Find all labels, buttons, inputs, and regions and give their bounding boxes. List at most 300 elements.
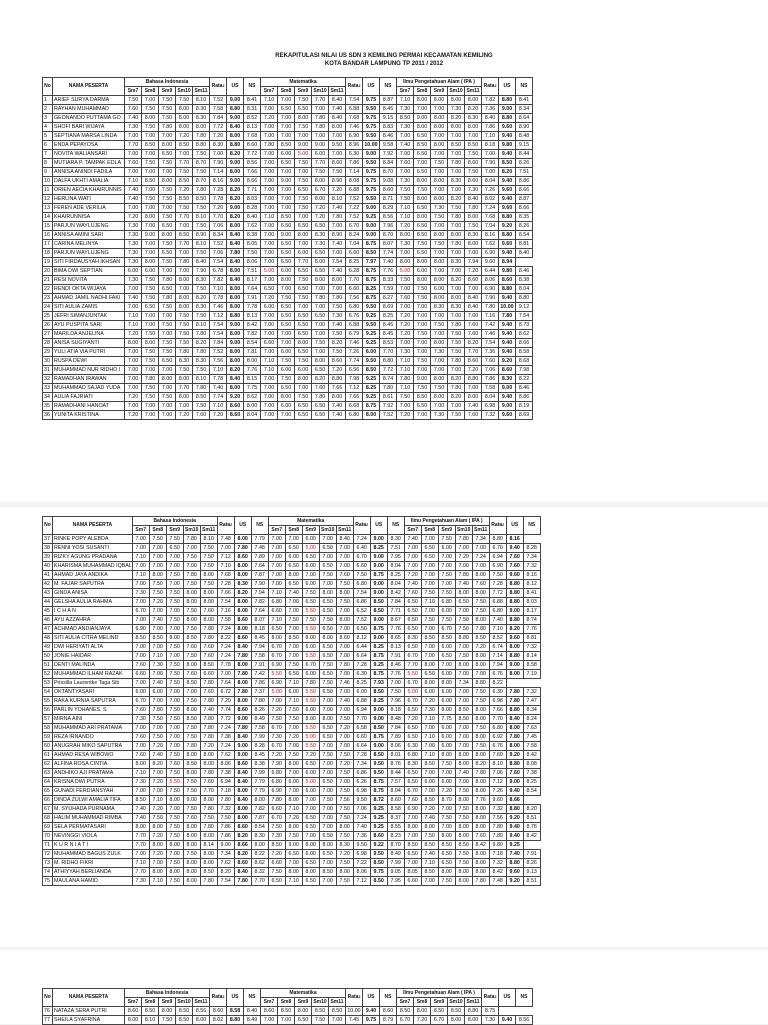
score-cell: 7.80	[336, 661, 353, 670]
row-number: 65	[43, 787, 53, 796]
score-cell: 8.16	[523, 571, 540, 580]
table-row	[43, 796, 541, 805]
student-name: RESI NOVITA	[53, 276, 125, 285]
score-cell: 8.00	[234, 625, 251, 634]
row-number: 14	[43, 213, 53, 222]
score-cell: 6.88	[489, 598, 506, 607]
score-cell: 5.00	[261, 267, 278, 276]
score-cell: 8.30	[210, 141, 227, 150]
score-cell: 7.50	[193, 249, 210, 258]
score-cell: 7.24	[217, 625, 234, 634]
score-cell: 7.50	[295, 294, 312, 303]
score-cell: 7.00	[142, 150, 159, 159]
score-cell: 7.10	[421, 751, 438, 760]
score-cell: 8.56	[193, 1007, 210, 1016]
score-cell: 6.70	[268, 652, 285, 661]
score-cell: 7.00	[125, 168, 142, 177]
score-cell: 7.60	[506, 769, 523, 778]
score-cell: 6.50	[404, 616, 421, 625]
student-name: M. RIDHO FIKRI	[53, 859, 133, 868]
score-cell: 7.79	[251, 787, 268, 796]
score-cell: 9.50	[353, 796, 370, 805]
score-cell: 8.20	[193, 339, 210, 348]
score-cell: 7.64	[251, 562, 268, 571]
score-cell: 6.30	[404, 742, 421, 751]
rata-superscript: 2	[222, 995, 225, 999]
col-header-semester: Sm11	[466, 87, 480, 94]
score-cell: 8.00	[448, 1016, 465, 1025]
score-cell: 7.00	[132, 679, 149, 688]
score-cell: 9.75	[370, 868, 387, 877]
score-cell: 7.00	[166, 607, 183, 616]
student-name: M. SYUHADA PURNAMA	[53, 805, 133, 814]
score-cell: 8.13	[387, 643, 404, 652]
score-cell: 8.20	[448, 114, 465, 123]
score-cell: 6.50	[295, 186, 312, 195]
score-cell: 7.50	[438, 760, 455, 769]
score-cell: 6.70	[397, 1016, 414, 1025]
score-cell: 7.90	[251, 580, 268, 589]
score-cell: 8.00	[431, 294, 448, 303]
score-cell: 8.50	[312, 1007, 329, 1016]
score-cell: 7.00	[302, 571, 319, 580]
row-number: 75	[43, 877, 53, 886]
score-cell: 8.46	[516, 384, 533, 393]
score-cell: 8.00	[438, 751, 455, 760]
score-cell: 8.80	[193, 141, 210, 150]
score-cell: 7.00	[285, 652, 302, 661]
score-cell: 8.00	[295, 339, 312, 348]
score-cell: 9.00	[234, 715, 251, 724]
score-cell: 9.75	[363, 177, 380, 186]
score-cell: 8.12	[523, 580, 540, 589]
score-cell: 9.20	[227, 393, 244, 402]
score-cell: 7.00	[438, 823, 455, 832]
score-cell: 8.18	[482, 141, 499, 150]
score-cell: 7.00	[285, 742, 302, 751]
score-cell: 5.50	[302, 607, 319, 616]
score-cell: 9.50	[363, 321, 380, 330]
score-cell: 7.81	[244, 348, 261, 357]
row-number: 15	[43, 222, 53, 231]
rata-label: Rata	[347, 83, 359, 89]
score-cell: 7.50	[176, 96, 193, 105]
score-cell: 7.50	[193, 366, 210, 375]
score-cell: 5.00	[397, 267, 414, 276]
score-cell: 8.30	[448, 177, 465, 186]
score-cell: 8.00	[414, 1007, 431, 1016]
table-row	[43, 141, 533, 150]
score-cell: 7.70	[200, 787, 217, 796]
score-cell: 9.50	[363, 132, 380, 141]
score-cell: 9.25	[370, 823, 387, 832]
score-cell: 9.00	[234, 751, 251, 760]
score-cell: 7.50	[159, 258, 176, 267]
score-cell: 7.28	[210, 186, 227, 195]
score-cell: 7.50	[329, 330, 346, 339]
score-cell: 7.79	[251, 535, 268, 544]
score-cell: 7.10	[261, 96, 278, 105]
score-cell: 8.05	[244, 240, 261, 249]
score-cell: 8.25	[387, 571, 404, 580]
table-row	[43, 553, 541, 562]
score-cell: 8.25	[353, 679, 370, 688]
score-cell: 7.24	[353, 814, 370, 823]
score-cell: 6.60	[268, 607, 285, 616]
score-cell: 7.50	[397, 186, 414, 195]
score-cell: 8.00	[183, 841, 200, 850]
score-cell: 7.00	[285, 607, 302, 616]
score-cell: 8.00	[465, 96, 482, 105]
student-name: NEVINGGI VIOLA	[53, 832, 133, 841]
table-row	[43, 544, 541, 553]
score-cell: 6.00	[438, 742, 455, 751]
score-cell: 7.30	[465, 186, 482, 195]
score-cell: 7.00	[261, 276, 278, 285]
score-cell: 8.40	[506, 715, 523, 724]
score-cell: 7.20	[149, 778, 166, 787]
score-cell: 7.00	[455, 778, 472, 787]
score-cell: 7.50	[278, 357, 295, 366]
score-cell: 8.42	[523, 751, 540, 760]
table-row	[43, 96, 533, 105]
score-cell: 8.00	[431, 141, 448, 150]
score-cell: 8.60	[370, 832, 387, 841]
score-cell: 7.00	[176, 267, 193, 276]
score-cell: 6.00	[431, 285, 448, 294]
score-cell: 8.20	[506, 625, 523, 634]
student-name: NOVITA WALIANSARI	[53, 150, 125, 159]
score-cell: 6.60	[353, 562, 370, 571]
score-cell: 6.50	[278, 159, 295, 168]
score-cell: 6.92	[489, 733, 506, 742]
score-cell: 8.25	[380, 312, 397, 321]
score-cell: 7.60	[132, 661, 149, 670]
score-cell: 7.58	[523, 742, 540, 751]
score-cell: 7.50	[295, 123, 312, 132]
score-cell: 7.80	[499, 312, 516, 321]
score-cell: 7.50	[149, 715, 166, 724]
table-row	[43, 571, 541, 580]
score-cell: 7.00	[414, 348, 431, 357]
score-cell: 7.20	[312, 204, 329, 213]
score-cell: 7.20	[465, 366, 482, 375]
table-row	[43, 366, 533, 375]
col-header-us: US	[227, 989, 244, 1007]
score-cell: 7.50	[414, 330, 431, 339]
score-cell: 6.00	[302, 643, 319, 652]
score-cell: 7.50	[193, 222, 210, 231]
table-row	[43, 150, 533, 159]
score-cell: 7.50	[183, 553, 200, 562]
student-name: MUHAMMAD ARI PRATAMA	[53, 724, 133, 733]
score-cell: 7.76	[380, 267, 397, 276]
score-cell: 8.40	[234, 769, 251, 778]
score-cell: 7.32	[523, 643, 540, 652]
score-cell: 7.50	[319, 661, 336, 670]
score-cell: 8.00	[414, 177, 431, 186]
score-cell: 9.60	[499, 411, 516, 420]
table-row	[43, 769, 541, 778]
score-cell: 7.00	[421, 607, 438, 616]
score-cell: 7.82	[251, 598, 268, 607]
score-cell: 8.12	[353, 634, 370, 643]
score-cell: 8.10	[200, 535, 217, 544]
score-cell: 8.58	[516, 348, 533, 357]
score-cell: 7.00	[397, 249, 414, 258]
score-cell: 8.50	[370, 607, 387, 616]
score-cell: 8.20	[312, 375, 329, 384]
col-header-nama: NAMA PESERTA	[53, 989, 125, 1007]
score-cell: 8.50	[404, 841, 421, 850]
score-cell: 6.70	[268, 814, 285, 823]
score-cell: 8.40	[465, 303, 482, 312]
score-cell: 7.80	[234, 724, 251, 733]
subject-header-1: Bahasa Indonesia	[125, 989, 210, 998]
score-cell: 7.80	[176, 348, 193, 357]
score-cell: 7.10	[285, 877, 302, 886]
score-cell: 8.00	[176, 114, 193, 123]
score-cell: 9.00	[370, 616, 387, 625]
score-cell: 7.50	[448, 339, 465, 348]
score-cell: 7.50	[336, 787, 353, 796]
score-cell: 8.51	[523, 814, 540, 823]
score-cell: 7.50	[421, 832, 438, 841]
score-cell: 7.40	[329, 105, 346, 114]
score-cell: 7.71	[387, 607, 404, 616]
score-cell: 7.50	[183, 733, 200, 742]
row-number: 61	[43, 751, 53, 760]
score-cell: 8.68	[516, 357, 533, 366]
score-cell: 8.00	[421, 679, 438, 688]
score-cell: 7.99	[387, 859, 404, 868]
score-cell: 7.60	[472, 580, 489, 589]
score-cell: 8.80	[499, 114, 516, 123]
score-cell: 6.88	[346, 186, 363, 195]
score-cell: 8.28	[244, 204, 261, 213]
rata-label: Rata	[219, 522, 231, 528]
score-cell: 8.00	[285, 760, 302, 769]
score-cell: 8.16	[482, 231, 499, 240]
score-cell: 7.20	[217, 697, 234, 706]
score-cell: 8.00	[472, 805, 489, 814]
score-cell: 7.00	[142, 186, 159, 195]
score-cell: 7.52	[210, 240, 227, 249]
row-number: 17	[43, 240, 53, 249]
score-cell: 8.60	[234, 706, 251, 715]
score-cell: 8.50	[370, 598, 387, 607]
score-cell: 8.00	[268, 634, 285, 643]
score-cell: 6.50	[302, 760, 319, 769]
score-cell: 6.00	[438, 544, 455, 553]
score-cell: 8.75	[482, 1007, 499, 1016]
score-cell: 8.66	[234, 841, 251, 850]
row-number: 37	[43, 535, 53, 544]
score-cell: 7.80	[159, 276, 176, 285]
table-row	[43, 177, 533, 186]
score-cell: 7.40	[329, 321, 346, 330]
score-cell: 7.50	[336, 805, 353, 814]
score-cell: 7.30	[125, 222, 142, 231]
score-cell: 6.50	[295, 285, 312, 294]
score-cell: 7.80	[200, 769, 217, 778]
score-cell: 7.50	[431, 321, 448, 330]
score-cell: 7.50	[302, 589, 319, 598]
score-cell: 7.20	[149, 805, 166, 814]
score-cell: 5.50	[404, 670, 421, 679]
score-cell: 8.66	[516, 204, 533, 213]
score-cell: 9.00	[370, 535, 387, 544]
score-cell: 7.50	[285, 832, 302, 841]
score-cell: 9.75	[363, 114, 380, 123]
score-cell: 7.32	[523, 562, 540, 571]
col-header-semester: Sm10	[449, 998, 463, 1005]
score-cell: 7.50	[142, 348, 159, 357]
score-cell: 9.25	[370, 805, 387, 814]
score-cell: 8.00	[227, 330, 244, 339]
score-cell: 8.00	[472, 706, 489, 715]
student-name: ORIEN AECIA KHAIRUNNIS	[53, 186, 125, 195]
score-cell: 7.54	[210, 330, 227, 339]
score-cell: 7.00	[312, 330, 329, 339]
score-cell: 7.90	[268, 760, 285, 769]
score-cell: 7.40	[380, 258, 397, 267]
score-cell: 7.50	[149, 814, 166, 823]
score-cell: 8.60	[465, 177, 482, 186]
score-cell: 8.00	[183, 589, 200, 598]
score-cell: 8.00	[336, 823, 353, 832]
score-cell: 7.52	[353, 616, 370, 625]
student-name: ANDHIKO AJI PRATAMA	[53, 769, 133, 778]
score-cell: 7.00	[166, 580, 183, 589]
score-cell: 9.00	[414, 114, 431, 123]
score-cell: 7.50	[193, 168, 210, 177]
score-cell: 8.20	[234, 850, 251, 859]
score-cell: 7.54	[353, 589, 370, 598]
score-cell: 8.00	[142, 258, 159, 267]
score-cell: 8.60	[227, 411, 244, 420]
score-cell: 7.50	[431, 159, 448, 168]
score-cell: 7.50	[193, 312, 210, 321]
score-cell: 8.33	[380, 276, 397, 285]
score-cell: 8.10	[193, 213, 210, 222]
score-cell: 7.60	[465, 411, 482, 420]
score-cell: 8.31	[244, 105, 261, 114]
score-cell: 9.20	[499, 222, 516, 231]
score-cell: 7.00	[166, 625, 183, 634]
score-cell: 7.40	[210, 384, 227, 393]
score-cell: 6.50	[414, 222, 431, 231]
col-header-semester: Sm10	[177, 87, 191, 94]
score-cell: 7.00	[472, 562, 489, 571]
score-cell: 8.50	[193, 195, 210, 204]
score-cell: 7.50	[183, 652, 200, 661]
score-cell: 9.75	[363, 186, 380, 195]
score-cell: 7.54	[217, 877, 234, 886]
score-cell: 8.20	[472, 760, 489, 769]
score-cell: 9.00	[227, 204, 244, 213]
score-cell: 8.44	[516, 150, 533, 159]
score-cell: 7.56	[346, 294, 363, 303]
score-cell: 7.40	[329, 411, 346, 420]
score-cell: 8.30	[448, 258, 465, 267]
score-cell: 7.00	[465, 384, 482, 393]
score-cell: 8.00	[472, 859, 489, 868]
score-cell: 8.80	[465, 375, 482, 384]
table-row	[43, 616, 541, 625]
score-cell: 8.50	[397, 1007, 414, 1016]
score-cell: 9.00	[234, 742, 251, 751]
score-cell: 7.86	[217, 832, 234, 841]
score-cell: 7.72	[210, 123, 227, 132]
student-name: KHARISMA MUHAMMAD IQBAL	[54, 562, 132, 569]
score-cell: 7.76	[387, 625, 404, 634]
score-cell: 8.42	[387, 589, 404, 598]
col-header-us: US	[363, 78, 380, 96]
score-cell: 7.00	[261, 186, 278, 195]
score-cell: 7.00	[142, 402, 159, 411]
score-cell: 7.50	[438, 589, 455, 598]
score-cell: 8.10	[193, 240, 210, 249]
score-cell: 8.20	[234, 832, 251, 841]
score-cell: 7.00	[159, 366, 176, 375]
rata-superscript: 2	[494, 84, 497, 88]
col-header-rata	[353, 517, 370, 535]
score-cell: 6.50	[159, 285, 176, 294]
score-cell: 6.00	[278, 402, 295, 411]
score-cell: 7.16	[482, 312, 499, 321]
score-cell: 7.50	[312, 339, 329, 348]
score-cell: 9.00	[506, 607, 523, 616]
score-cell: 8.50	[278, 1007, 295, 1016]
score-cell: 7.00	[125, 132, 142, 141]
score-cell: 9.40	[506, 823, 523, 832]
score-cell: 8.00	[285, 868, 302, 877]
score-cell: 7.10	[149, 796, 166, 805]
score-cell: 7.50	[159, 1016, 176, 1025]
score-cell: 7.45	[523, 733, 540, 742]
score-cell: 6.60	[346, 285, 363, 294]
score-cell: 6.60	[268, 805, 285, 814]
score-cell: 7.60	[200, 688, 217, 697]
score-cell: 8.00	[251, 841, 268, 850]
student-name: ARIEF SURYA DARMA	[53, 96, 125, 105]
score-cell: 8.00	[472, 589, 489, 598]
score-cell: 7.70	[346, 276, 363, 285]
score-cell: 7.80	[217, 796, 234, 805]
score-cell: 7.56	[336, 796, 353, 805]
score-cell: 7.00	[261, 222, 278, 231]
row-number: 66	[43, 796, 53, 805]
score-cell: 8.30	[193, 276, 210, 285]
score-cell: 7.00	[132, 724, 149, 733]
score-cell: 8.50	[329, 1007, 346, 1016]
score-cell: 8.49	[244, 1016, 261, 1025]
score-cell: 8.00	[159, 231, 176, 240]
score-cell: 7.00	[132, 580, 149, 589]
score-cell: 9.00	[506, 778, 523, 787]
score-cell: 7.50	[397, 393, 414, 402]
col-header-semester: Sm9	[431, 998, 448, 1007]
score-cell: 7.89	[251, 553, 268, 562]
score-cell: 7.20	[414, 1016, 431, 1025]
score-cell: 7.00	[455, 607, 472, 616]
score-cell: 8.20	[227, 213, 244, 222]
score-cell: 7.66	[217, 589, 234, 598]
score-cell: 7.00	[455, 544, 472, 553]
score-cell: 8.00	[227, 348, 244, 357]
score-cell: 6.50	[278, 312, 295, 321]
